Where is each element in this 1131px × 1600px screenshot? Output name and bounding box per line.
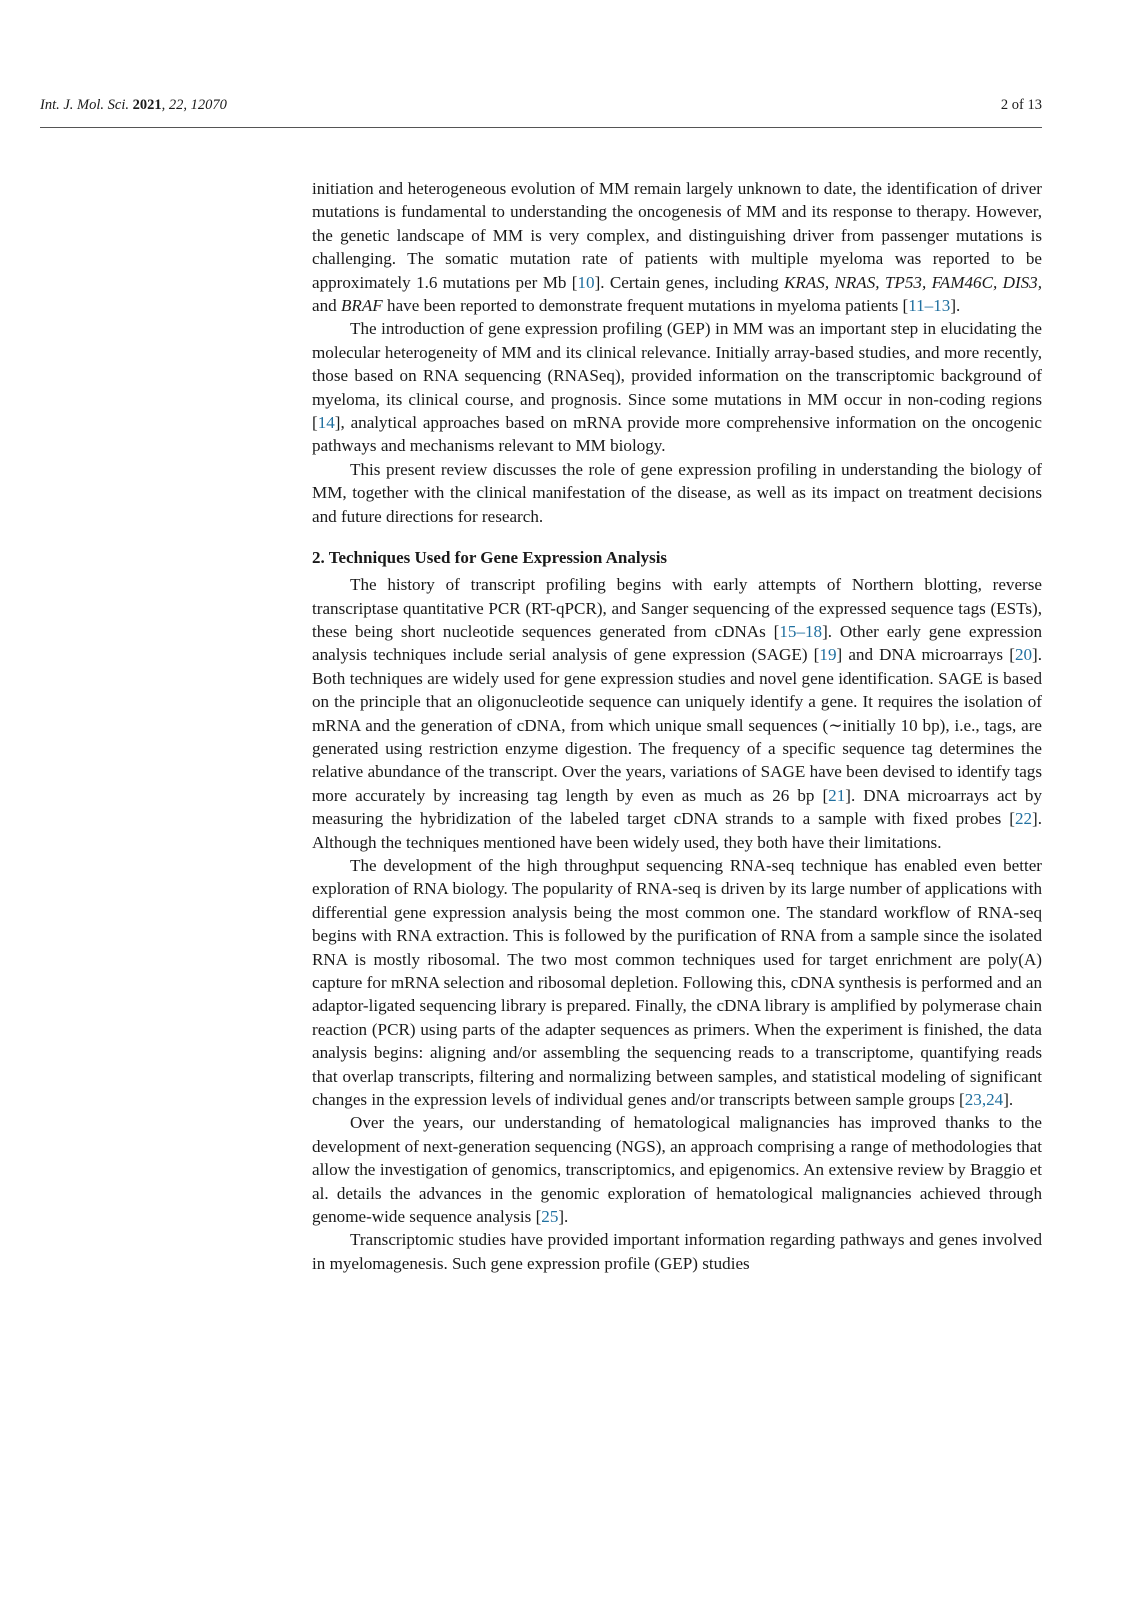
citation-link[interactable]: 21 xyxy=(828,785,846,805)
main-text xyxy=(312,177,1042,1275)
paragraph: Transcriptomic studies have provided important information regarding pathways and genes involved in myelomagenesis. Such gene expression profile (GEP) studies xyxy=(312,1230,1042,1273)
section-heading: 2. Techniques Used for Gene Expression Analysis xyxy=(312,548,668,568)
paragraph: The introduction of gene expression profiling (GEP) in MM was an important step in elucidating the molecular heterogeneity of MM and its clinical relevance. Initially array-based studies, and more recently, those based on RNA sequencing (RNASeq), provided information on the transcriptomic background of myeloma, its clinical course, and prognosis. Since some mutations in MM occur in non-coding regions [14], analytical approaches based on mRNA provide more comprehensive information on the oncogenic pathways and mechanisms relevant to MM biology. xyxy=(312,319,1042,456)
citation-link[interactable]: 15–18 xyxy=(779,621,823,641)
running-header xyxy=(40,97,1042,119)
paragraph: The history of transcript profiling begins with early attempts of Northern blotting, reverse transcriptase quantitative PCR (RT-qPCR), and Sanger sequencing of the expressed sequence tags (ESTs), these being short nucleotide sequences generated from cDNAs [15–18]. Other early gene expression analysis techniques include serial analysis of gene expression (SAGE) [19] and DNA microarrays [20]. Both techniques are widely used for gene expression studies and novel gene identification. SAGE is based on the principle that an oligonucleotide sequence can uniquely identify a gene. It requires the isolation of mRNA and the generation of cDNA, from which unique small sequences (∼initially 10 bp), i.e., tags, are generated using restriction enzyme digestion. The frequency of a specific sequence tag determines the relative abundance of the transcript. Over the years, variations of SAGE have been devised to identify tags more accurately by increasing tag length by even as much as 26 bp [21]. DNA microarrays act by measuring the hybridization of the labeled target cDNA strands to a sample with fixed probes [22]. Although the techniques mentioned have been widely used, they both have their limitations. xyxy=(312,575,1043,852)
journal-year: 2021 xyxy=(132,97,162,113)
header-divider xyxy=(40,127,1042,128)
journal-volume-article: , 22, 12070 xyxy=(161,97,227,113)
gene-name: KRAS, NRAS, TP53, FAM46C, DIS3, xyxy=(784,272,1042,292)
section-paragraphs xyxy=(312,573,1042,1275)
citation-link[interactable]: 14 xyxy=(317,413,335,433)
citation-link[interactable]: 23,24 xyxy=(964,1090,1004,1110)
gene-name: BRAF xyxy=(340,296,383,316)
citation-link[interactable]: 25 xyxy=(541,1207,559,1227)
citation-link[interactable]: 19 xyxy=(819,645,837,665)
citation-link[interactable]: 20 xyxy=(1014,645,1033,665)
paragraph: The development of the high throughput sequencing RNA-seq technique has enabled even better exploration of RNA biology. The popularity of RNA-seq is driven by its large number of applications with differential gene expression analysis being the most common one. The standard workflow of RNA-seq begins with RNA extraction. This is followed by the purification of RNA from a sample since the isolated RNA is mostly ribosomal. The two most common techniques used for target enrichment are poly(A) capture for mRNA selection and ribosomal depletion. Following this, cDNA synthesis is performed and an adaptor-ligated sequencing library is prepared. Finally, the cDNA library is amplified by polymerase chain reaction (PCR) using parts of the adapter sequences as primers. When the experiment is finished, the data analysis begins: aligning and/or assembling the sequencing reads to a transcriptome, quantifying reads that overlap transcripts, filtering and normalizing between samples, and statistical modeling of significant changes in the expression levels of individual genes and/or transcripts between sample groups [23,24]. xyxy=(312,855,1042,1110)
paragraph: This present review discusses the role of gene expression profiling in understanding the biology of MM, together with the clinical manifestation of the disease, as well as its impact on treatment decisions and future directions for research. xyxy=(312,459,1042,526)
paragraph: Over the years, our understanding of hematological malignancies has improved thanks to the development of next-generation sequencing (NGS), an approach comprising a range of methodologies that allow the investigation of genomics, transcriptomics, and epigenomics. An extensive review by Braggio et al. details the advances in the genomic exploration of hematological malignancies achieved through genome-wide sequence analysis [25]. xyxy=(312,1113,1042,1227)
citation-link[interactable]: 11–13 xyxy=(908,296,951,316)
intro-paragraphs xyxy=(312,177,1042,528)
paragraph: initiation and heterogeneous evolution of MM remain largely unknown to date, the identification of driver mutations is fundamental to understanding the oncogenesis of MM and its response to therapy. However, the genetic landscape of MM is very complex, and distinguishing driver from passenger mutations is challenging. The somatic mutation rate of patients with multiple myeloma was reported to be approximately 1.6 mutations per Mb [10]. Certain genes, including KRAS, NRAS, TP53, FAM46C, DIS3, and BRAF have been reported to demonstrate frequent mutations in myeloma patients [11–13]. xyxy=(312,179,1042,316)
journal-abbrev: Int. J. Mol. Sci. xyxy=(40,97,129,113)
journal-citation xyxy=(40,97,227,114)
citation-link[interactable]: 22 xyxy=(1014,809,1033,829)
citation-link[interactable]: 10 xyxy=(577,272,595,292)
page-number: 2 of 13 xyxy=(1000,97,1042,113)
